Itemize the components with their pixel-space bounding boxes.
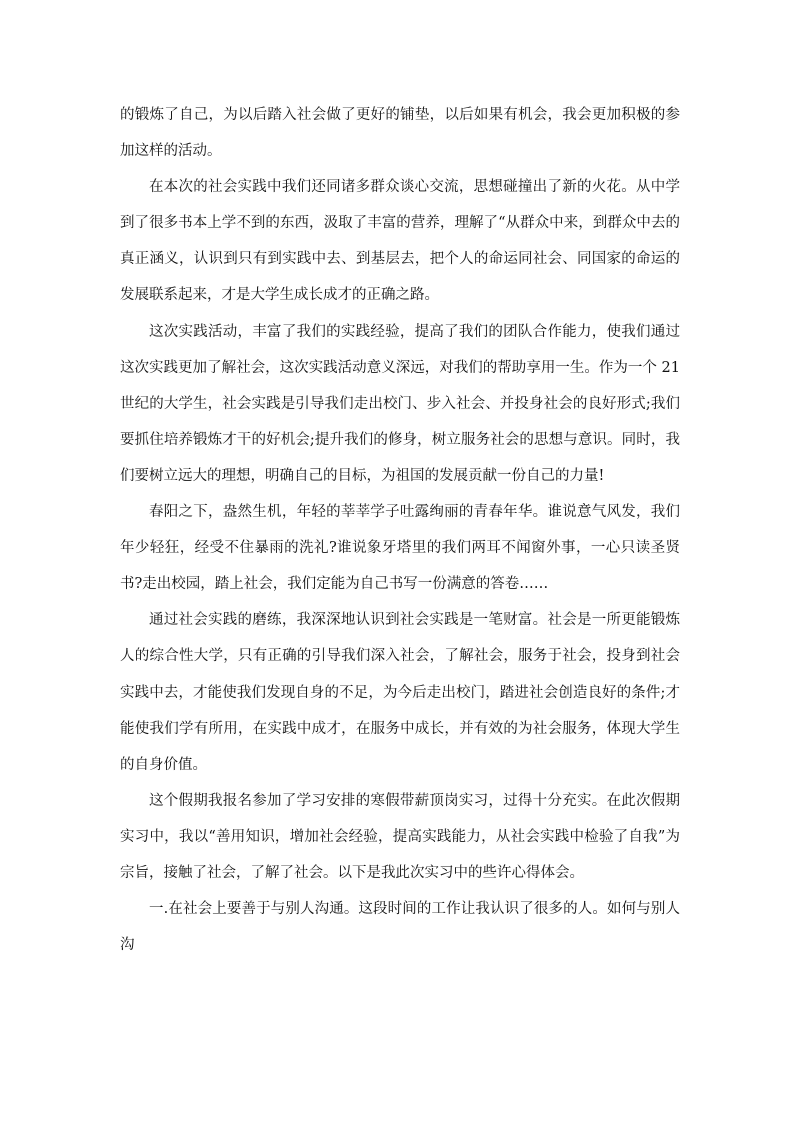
paragraph-continuation: 的锻炼了自己，为以后踏入社会做了更好的铺垫，以后如果有机会，我会更加积极的参加这样的活动。 — [120, 107, 680, 160]
paragraph: 通过社会实践的磨练，我深深地认识到社会实践是一笔财富。社会是一所更能锻炼人的综合性大学，只有正确的引导我们深入社会，了解社会，服务于社会，投身到社会实践中去，才能使我们发现自身的不足，为今后走出校门，踏进社会创造良好的条件;才能使我们学有所用，在实践中成才，在服务中成长，并有效的为社会服务，体现大学生的自身价值。 — [120, 612, 680, 773]
paragraph: 这个假期我报名参加了学习安排的寒假带薪顶岗实习，过得十分充实。在此次假期实习中，我以“善用知识，增加社会经验，提高实践能力，从社会实践中检验了自我”为宗旨，接触了社会，了解了社会。以下是我此次实习中的些许心得体会。 — [120, 792, 680, 881]
paragraph: 一.在社会上要善于与别人沟通。这段时间的工作让我认识了很多的人。如何与别人沟 — [120, 901, 680, 954]
paragraph: 在本次的社会实践中我们还同诸多群众谈心交流，思想碰撞出了新的火花。从中学到了很多书本上学不到的东西，汲取了丰富的营养，理解了“从群众中来，到群众中去的真正涵义，认识到只有到实践中去、到基层去，把个人的命运同社会、同国家的命运的发展联系起来，才是大学生成长成才的正确之路。 — [120, 179, 680, 304]
paragraph: 春阳之下，盎然生机，年轻的莘莘学子吐露绚丽的青春年华。谁说意气风发，我们年少轻狂，经受不住暴雨的洗礼?谁说象牙塔里的我们两耳不闻窗外事，一心只读圣贤书?走出校园，踏上社会，我们定能为自己书写一份满意的答卷…… — [120, 504, 680, 593]
document-body — [120, 97, 680, 963]
paragraph: 这次实践活动，丰富了我们的实践经验，提高了我们的团队合作能力，使我们通过这次实践更加了解社会，这次实践活动意义深远，对我们的帮助享用一生。作为一个 21 世纪的大学生，社会实践是引导我们走出校门、步入社会、并投身社会的良好形式;我们要抓住培养锻炼才干的好机会;提升我们的修身，树立服务社会的思想与意识。同时，我们要树立远大的理想，明确自己的目标，为祖国的发展贡献一份自己的力量! — [120, 323, 680, 484]
